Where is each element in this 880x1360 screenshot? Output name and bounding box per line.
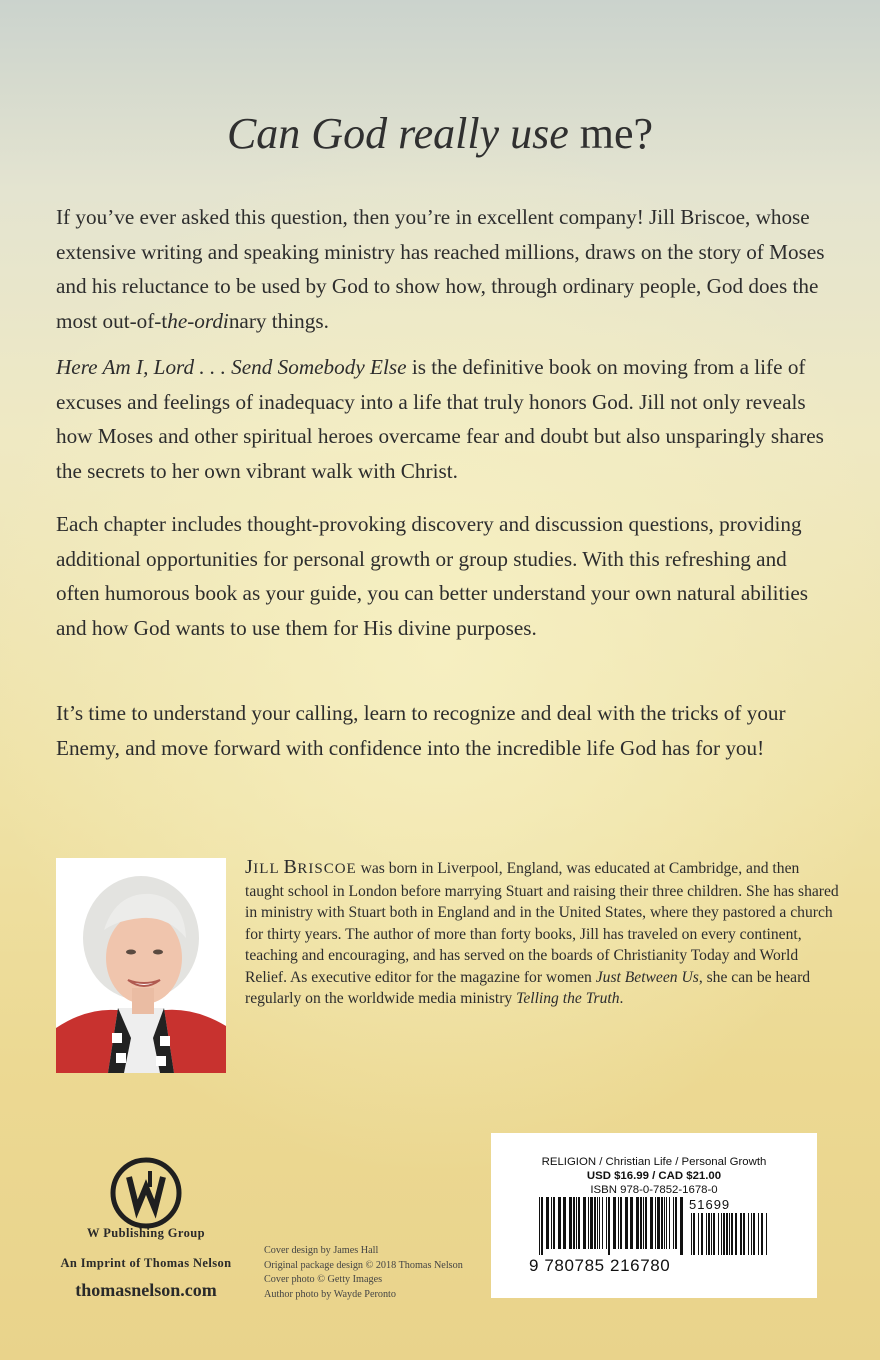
barcode-bar bbox=[680, 1197, 683, 1255]
barcode-bar bbox=[661, 1197, 663, 1249]
barcode-bar bbox=[563, 1197, 566, 1249]
barcode-addon-bar bbox=[753, 1213, 755, 1255]
barcode-addon-bar bbox=[721, 1213, 722, 1255]
barcode-bar bbox=[606, 1197, 607, 1249]
barcode-bar bbox=[643, 1197, 644, 1249]
barcode-bar bbox=[578, 1197, 580, 1249]
barcode-addon-bar bbox=[708, 1213, 710, 1255]
description-paragraph-1: If you’ve ever asked this question, then you’re in excellent company! Jill Briscoe, whose extensive writing and speaking ministry has reached millions, draws on the story of Moses and his reluctance to be used by God to show how, through ordinary people, God does the most out-of-the-ordinary things. bbox=[56, 205, 825, 333]
barcode-panel bbox=[491, 1133, 817, 1298]
barcode-addon-bar bbox=[713, 1213, 715, 1255]
barcode-bar bbox=[657, 1197, 660, 1249]
barcode-bar bbox=[590, 1197, 593, 1249]
barcode-bar bbox=[569, 1197, 572, 1249]
barcode-addon-bar bbox=[761, 1213, 763, 1255]
author-photo bbox=[56, 858, 226, 1073]
barcode-bar bbox=[645, 1197, 647, 1249]
barcode-addon-bar bbox=[701, 1213, 703, 1255]
publisher-imprint: An Imprint of Thomas Nelson bbox=[60, 1256, 232, 1270]
barcode-bar bbox=[588, 1197, 589, 1249]
barcode-addon-bar bbox=[766, 1213, 767, 1255]
author-name-initial: J bbox=[245, 856, 254, 878]
barcode-bar bbox=[553, 1197, 555, 1249]
headline-roman: me? bbox=[568, 109, 654, 158]
price-addon-code: 51699 bbox=[689, 1197, 731, 1212]
barcode-bar bbox=[551, 1197, 552, 1249]
barcode-addon-bar bbox=[729, 1213, 730, 1255]
barcode-bar bbox=[673, 1197, 674, 1249]
barcode-addon-bar bbox=[748, 1213, 749, 1255]
publisher-website: thomasnelson.com bbox=[75, 1280, 217, 1300]
barcode-bar bbox=[602, 1197, 603, 1249]
barcode-bar bbox=[620, 1197, 622, 1249]
barcode-addon-bar bbox=[740, 1213, 742, 1255]
barcode-bar bbox=[630, 1197, 633, 1249]
barcode-bar bbox=[546, 1197, 549, 1249]
barcode-bar bbox=[541, 1197, 543, 1255]
barcode-bar bbox=[599, 1197, 600, 1249]
barcode-addon-bar bbox=[706, 1213, 707, 1255]
barcode-addon-bar bbox=[743, 1213, 745, 1255]
barcode-number: 9 780785 216780 bbox=[529, 1256, 671, 1275]
barcode-addon-bar bbox=[726, 1213, 728, 1255]
barcode-bar bbox=[640, 1197, 642, 1249]
publisher-name: W Publishing Group bbox=[87, 1226, 205, 1240]
bisac-category: RELIGION / Christian Life / Personal Growth bbox=[541, 1156, 767, 1168]
barcode-bar bbox=[573, 1197, 575, 1249]
barcode-bar bbox=[597, 1197, 598, 1249]
ministry-title: Telling the Truth bbox=[516, 990, 620, 1007]
barcode-bar bbox=[666, 1197, 667, 1249]
barcode-bar bbox=[636, 1197, 639, 1249]
barcode-bar bbox=[576, 1197, 577, 1249]
barcode-bar bbox=[583, 1197, 586, 1249]
barcode-bar bbox=[655, 1197, 656, 1249]
author-bio: JILL BRISCOE was born in Liverpool, England, was educated at Cambridge, and then taught school in London before marrying Stuart and raising their three children. She has shared in ministry with Stuart both in England and in the United States, where they pastored a church for thirty years. The author of more than forty books, Jill has traveled on every continent, teaching and encouraging, and has served on the boards of Christianity Today and World Relief. As executive editor for the magazine for women Just Between Us, she can be heard regularly on the worldwide media ministry Telling the Truth. bbox=[245, 856, 839, 1007]
credit-line: Cover photo © Getty Images bbox=[264, 1274, 383, 1286]
description-paragraph-2: Here Am I, Lord . . . Send Somebody Else is the definitive book on moving from a life of excuses and feelings of inadequacy into a life that truly honors God. Jill not only reveals how Moses and other spiritual heroes overcame fear and doubt but also unsparingly shares the secrets to her own vibrant walk with Christ. bbox=[56, 355, 824, 483]
credit-line: Original package design © 2018 Thomas Nelson bbox=[264, 1259, 463, 1271]
barcode-addon-bar bbox=[698, 1213, 699, 1255]
barcode-bar bbox=[625, 1197, 628, 1249]
barcode-addon-bar bbox=[731, 1213, 733, 1255]
barcode-addon-bar bbox=[735, 1213, 737, 1255]
barcode-bar bbox=[675, 1197, 677, 1249]
barcode-bar bbox=[618, 1197, 619, 1249]
book-title-italic: Here Am I, Lord . . . Send Somebody Else bbox=[56, 355, 407, 379]
w-publishing-logo-icon bbox=[110, 1157, 182, 1229]
description-paragraph-4: It’s time to understand your calling, learn to recognize and deal with the tricks of your Enemy, and move forward with confidence into the incredible life God has for you! bbox=[56, 701, 786, 760]
description-paragraph-3: Each chapter includes thought-provoking discovery and discussion questions, providing additional opportunities for personal growth or group studies. With this refreshing and often humorous book as your guide, you can better understand your own natural abilities and how God wants to use them for His divine purposes. bbox=[56, 512, 808, 640]
barcode-bar bbox=[558, 1197, 561, 1249]
barcode-addon-bar bbox=[691, 1213, 692, 1255]
cover-credits bbox=[264, 1244, 494, 1302]
price: USD $16.99 / CAD $21.00 bbox=[586, 1170, 722, 1182]
barcode-addon-bar bbox=[693, 1213, 695, 1255]
credit-line: Author photo by Wayde Peronto bbox=[264, 1288, 396, 1300]
barcode-bar bbox=[594, 1197, 596, 1249]
barcode-bar bbox=[664, 1197, 665, 1249]
barcode-addon-bar bbox=[718, 1213, 719, 1255]
barcode-bar bbox=[669, 1197, 670, 1249]
credit-line: Cover design by James Hall bbox=[264, 1245, 379, 1256]
headline bbox=[0, 108, 880, 159]
barcode-bar bbox=[613, 1197, 616, 1249]
barcode-addon-bar bbox=[758, 1213, 759, 1255]
isbn-barcode bbox=[531, 1197, 771, 1257]
barcode-addon-bar bbox=[711, 1213, 712, 1255]
barcode-bar bbox=[539, 1197, 540, 1255]
barcode-addon-bar bbox=[751, 1213, 752, 1255]
barcode-addon-bar bbox=[723, 1213, 725, 1255]
isbn: ISBN 978-0-7852-1678-0 bbox=[590, 1184, 718, 1196]
barcode-bar bbox=[608, 1197, 610, 1255]
headline-italic: Can God really use bbox=[226, 109, 569, 158]
barcode-bar bbox=[650, 1197, 653, 1249]
magazine-title: Just Between Us bbox=[595, 968, 699, 986]
